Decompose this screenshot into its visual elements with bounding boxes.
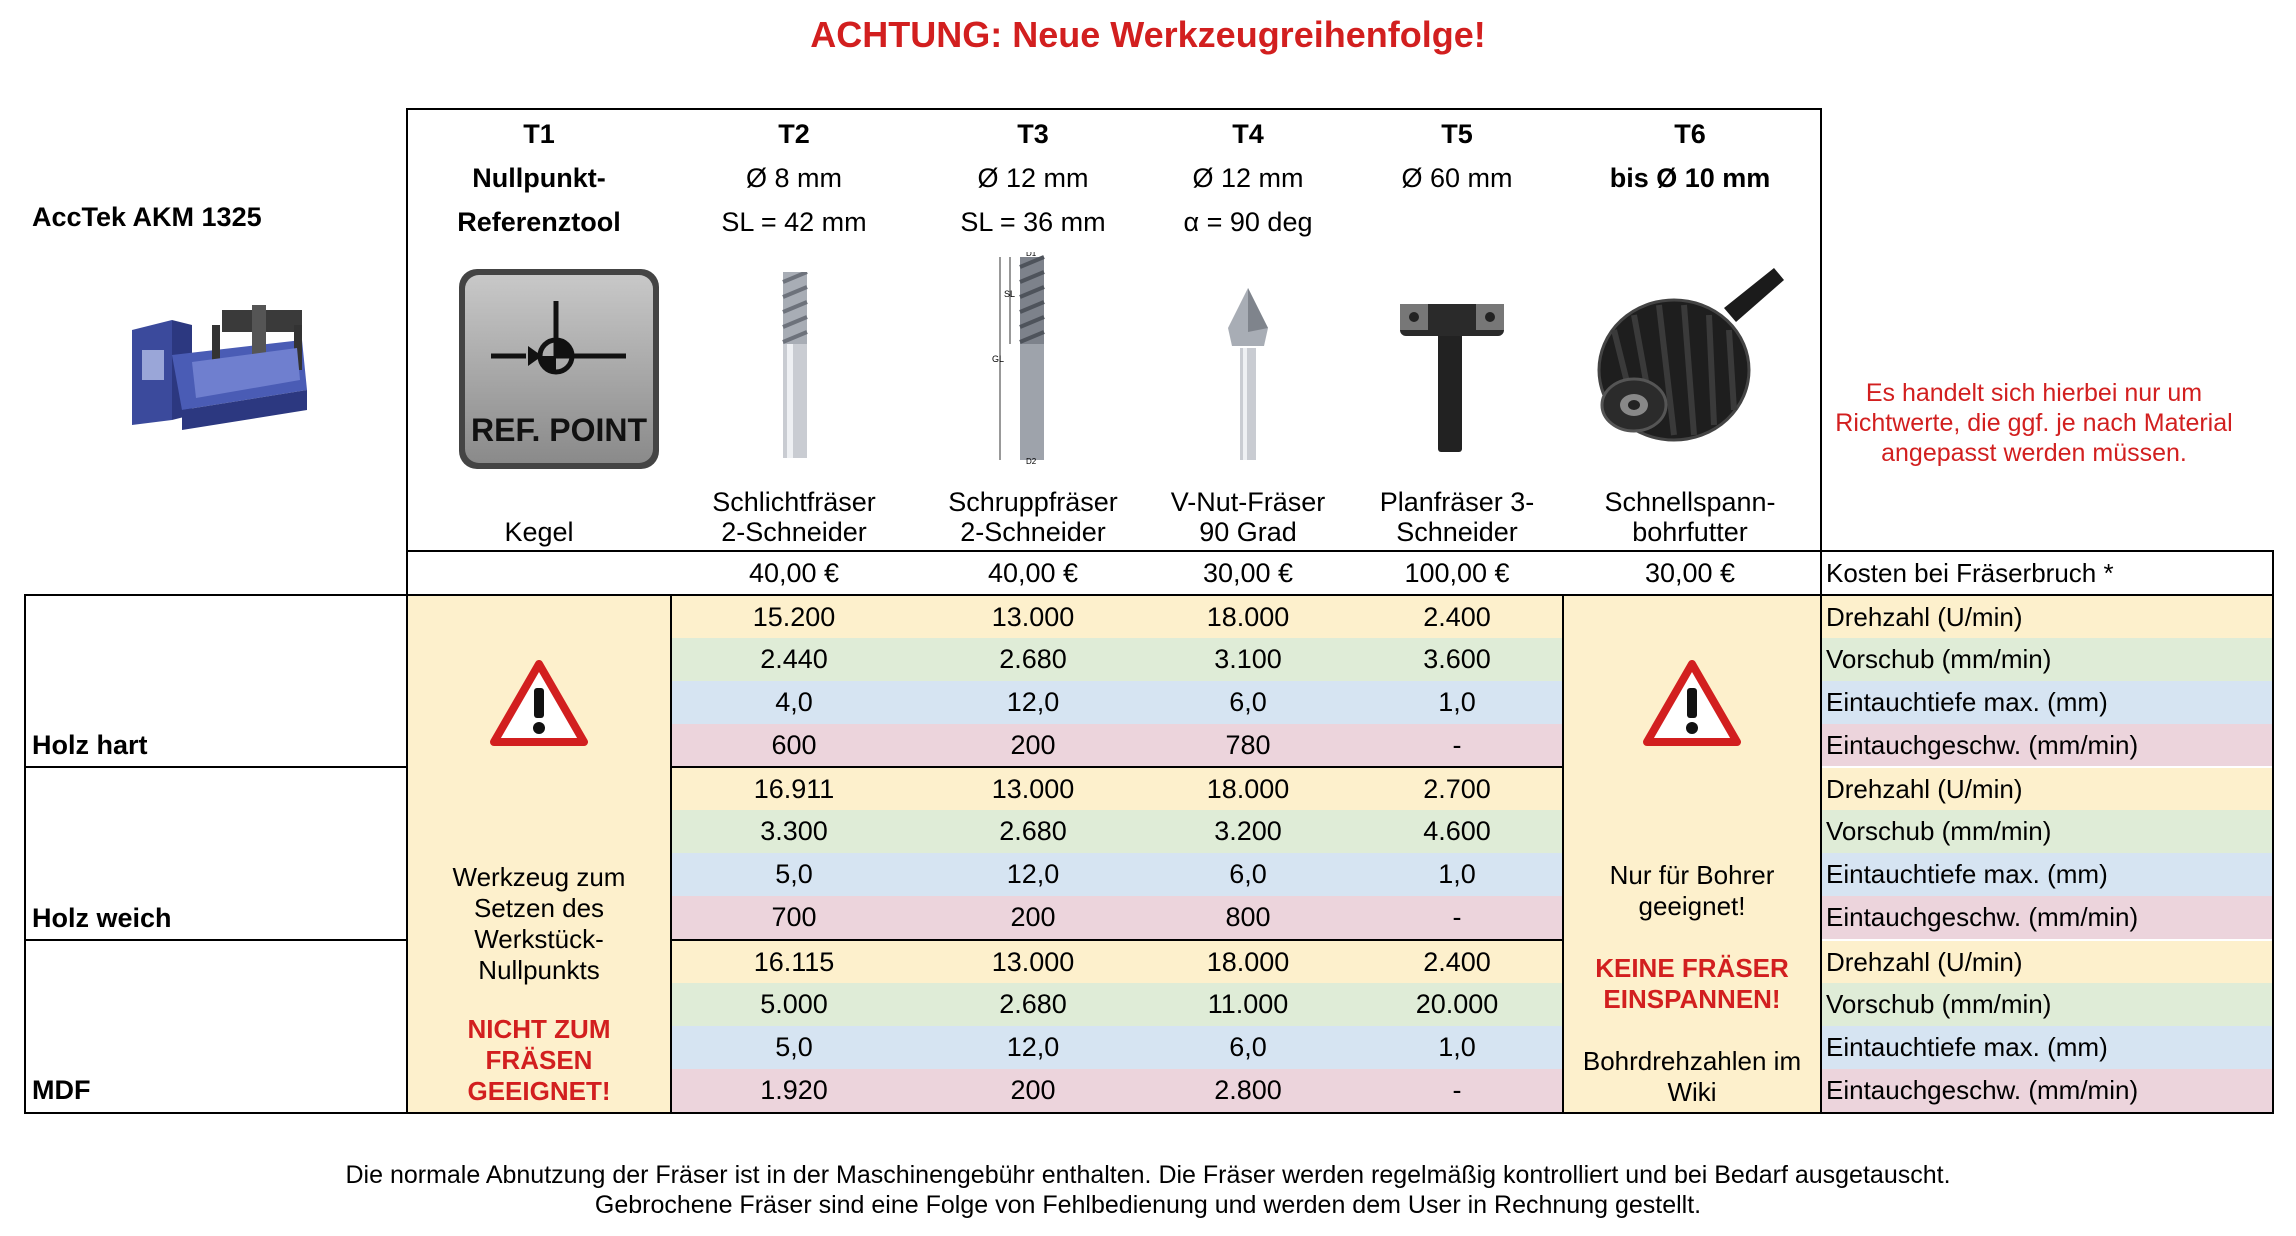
param-value: -	[1452, 901, 1462, 932]
param-value: 780	[1225, 729, 1271, 760]
param-label: Drehzahl (U/min)	[1826, 601, 2023, 632]
param-value: 6,0	[1229, 859, 1267, 889]
material-holz-weich: Holz weich	[32, 903, 172, 933]
param-label: Eintauchtiefe max. (mm)	[1826, 687, 2108, 717]
finishing-end-mill-icon	[775, 272, 815, 458]
grid-line	[2272, 550, 2274, 1114]
param-label: Vorschub (mm/min)	[1826, 644, 2052, 674]
warning-triangle-icon	[1643, 660, 1741, 746]
tool-name: Schlichtfräser	[712, 487, 876, 517]
tool-spec: bis Ø 10 mm	[1609, 163, 1771, 193]
param-label: Eintauchgeschw. (mm/min)	[1826, 1074, 2139, 1105]
tool-spec: SL = 42 mm	[721, 207, 867, 237]
svg-text:GL: GL	[992, 354, 1005, 364]
svg-text:D2: D2	[1026, 457, 1037, 464]
tool-price: 40,00 €	[987, 557, 1079, 588]
param-value: 1,0	[1438, 687, 1476, 717]
param-value: 16.911	[753, 773, 835, 804]
svg-text:SL: SL	[1004, 289, 1016, 299]
tool-spec: SL = 36 mm	[960, 207, 1106, 237]
grid-line	[406, 108, 1822, 110]
param-value: 200	[1010, 901, 1056, 932]
param-label: Eintauchtiefe max. (mm)	[1826, 859, 2108, 889]
page-title: ACHTUNG: Neue Werkzeugreihenfolge!	[810, 14, 1486, 55]
param-value: 200	[1010, 729, 1056, 760]
param-value: 11.000	[1207, 989, 1289, 1019]
tool-spec: α = 90 deg	[1183, 207, 1313, 237]
tool-name: bohrfutter	[1632, 517, 1748, 547]
tool-name: Kegel	[504, 517, 574, 547]
v-groove-cutter-icon	[1228, 288, 1268, 460]
tool-name: Schruppfräser	[948, 487, 1118, 517]
tool-id: T2	[778, 119, 810, 149]
param-value: 1.920	[760, 1074, 828, 1105]
tool-price: 100,00 €	[1404, 557, 1510, 588]
param-value: 3.600	[1423, 644, 1491, 674]
machine-name: AccTek AKM 1325	[32, 202, 262, 232]
drill-chuck-icon	[1574, 260, 1784, 450]
tool-name: Schneider	[1396, 517, 1518, 547]
tool-name: V-Nut-Fräser	[1170, 487, 1326, 517]
param-value: 4.600	[1423, 816, 1491, 846]
param-value: 13.000	[991, 773, 1075, 804]
svg-text:D1: D1	[1026, 252, 1037, 258]
param-value: 18.000	[1206, 601, 1290, 632]
param-value: 5,0	[775, 1032, 813, 1062]
param-value: 1,0	[1438, 1032, 1476, 1062]
t6-description: Nur für Bohrer geeignet!	[1609, 860, 1775, 921]
t1-description: Werkzeug zum Setzen des Werkstück- Nullpunkts	[452, 862, 626, 985]
param-value: -	[1452, 1074, 1462, 1105]
t6-drill-info: Bohrdrehzahlen im Wiki	[1582, 1046, 1802, 1107]
tool-spec: Ø 60 mm	[1401, 163, 1513, 193]
tool-id: T5	[1441, 119, 1473, 149]
grid-line	[24, 766, 408, 768]
disclaimer-note: Es handelt sich hierbei nur um Richtwerte, die ggf. je nach Material angepasst werden müssen.	[1835, 379, 2233, 467]
param-label: Eintauchgeschw. (mm/min)	[1826, 901, 2139, 932]
t6-warning: KEINE FRÄSER EINSPANNEN!	[1595, 953, 1789, 1014]
param-value: 2.680	[999, 989, 1067, 1019]
param-value: 18.000	[1206, 946, 1290, 977]
param-label: Vorschub (mm/min)	[1826, 816, 2052, 846]
grid-line	[24, 939, 408, 941]
param-value: 2.700	[1423, 773, 1491, 804]
tool-spec: Ø 12 mm	[977, 163, 1089, 193]
footer-text: Die normale Abnutzung der Fräser ist in der Maschinengebühr enthalten. Die Fräser werden regelmäßig kontrolliert und bei Bedarf ausgetauscht. Gebrochene Fräser sind eine Folge von Fehlbedienung und werden dem User in Rechnung gestellt.	[345, 1161, 1951, 1219]
grid-line	[24, 1112, 2274, 1114]
tool-spec: Referenztool	[457, 207, 621, 237]
tool-spec: Ø 8 mm	[745, 163, 842, 193]
param-value: 5,0	[775, 859, 813, 889]
roughing-end-mill-icon	[990, 252, 1070, 464]
tool-price: 30,00 €	[1644, 557, 1736, 588]
param-value: -	[1452, 729, 1462, 760]
param-value: 5.000	[760, 989, 828, 1019]
t1-warning: NICHT ZUM FRÄSEN GEEIGNET!	[467, 1014, 611, 1106]
tool-id: T6	[1674, 119, 1706, 149]
param-value: 200	[1010, 1074, 1056, 1105]
tool-id: T4	[1232, 119, 1264, 149]
param-value: 12,0	[1006, 1032, 1060, 1062]
param-value: 3.100	[1214, 644, 1282, 674]
param-label: Drehzahl (U/min)	[1826, 946, 2023, 977]
param-value: 16.115	[753, 946, 835, 977]
param-value: 2.400	[1423, 601, 1491, 632]
param-value: 13.000	[991, 601, 1075, 632]
tool-name: 2-Schneider	[960, 517, 1106, 547]
param-value: 800	[1225, 901, 1271, 932]
tool-spec: Nullpunkt-	[472, 163, 606, 193]
param-value: 1,0	[1438, 859, 1476, 889]
surfacing-cutter-icon	[1396, 300, 1508, 452]
tool-id: T1	[523, 119, 555, 149]
param-value: 18.000	[1206, 773, 1290, 804]
param-value: 2.680	[999, 816, 1067, 846]
param-value: 13.000	[991, 946, 1075, 977]
tool-name: Schnellspann-	[1604, 487, 1776, 517]
tool-id: T3	[1017, 119, 1049, 149]
param-value: 2.800	[1214, 1074, 1282, 1105]
param-value: 4,0	[775, 687, 813, 717]
tool-price	[419, 552, 659, 594]
param-value: 2.680	[999, 644, 1067, 674]
warning-triangle-icon	[490, 660, 588, 746]
ref-point-icon	[456, 266, 662, 472]
param-value: 6,0	[1229, 1032, 1267, 1062]
param-label: Eintauchgeschw. (mm/min)	[1826, 729, 2139, 760]
param-value: 3.200	[1214, 816, 1282, 846]
param-value: 3.300	[760, 816, 828, 846]
param-value: 600	[771, 729, 817, 760]
tool-name: 90 Grad	[1199, 517, 1297, 547]
param-label: Eintauchtiefe max. (mm)	[1826, 1032, 2108, 1062]
param-value: 6,0	[1229, 687, 1267, 717]
material-holz-hart: Holz hart	[32, 730, 148, 760]
param-value: 2.400	[1423, 946, 1491, 977]
param-value: 700	[771, 901, 817, 932]
tool-name: 2-Schneider	[721, 517, 867, 547]
param-value: 12,0	[1006, 687, 1060, 717]
param-value: 15.200	[752, 601, 836, 632]
grid-line	[24, 594, 26, 1114]
cost-label: Kosten bei Fräserbruch *	[1826, 557, 2114, 588]
param-label: Drehzahl (U/min)	[1826, 773, 2023, 804]
tool-spec: Ø 12 mm	[1192, 163, 1304, 193]
svg-text:REF. POINT: REF. POINT	[470, 412, 648, 448]
param-value: 12,0	[1006, 859, 1060, 889]
material-mdf: MDF	[32, 1075, 91, 1105]
tool-price: 40,00 €	[748, 557, 840, 588]
param-value: 20.000	[1415, 989, 1499, 1019]
param-label: Vorschub (mm/min)	[1826, 989, 2052, 1019]
cnc-router-machine-icon	[112, 300, 317, 440]
tool-name: Planfräser 3-	[1379, 487, 1535, 517]
param-value: 2.440	[760, 644, 828, 674]
tool-price: 30,00 €	[1202, 557, 1294, 588]
